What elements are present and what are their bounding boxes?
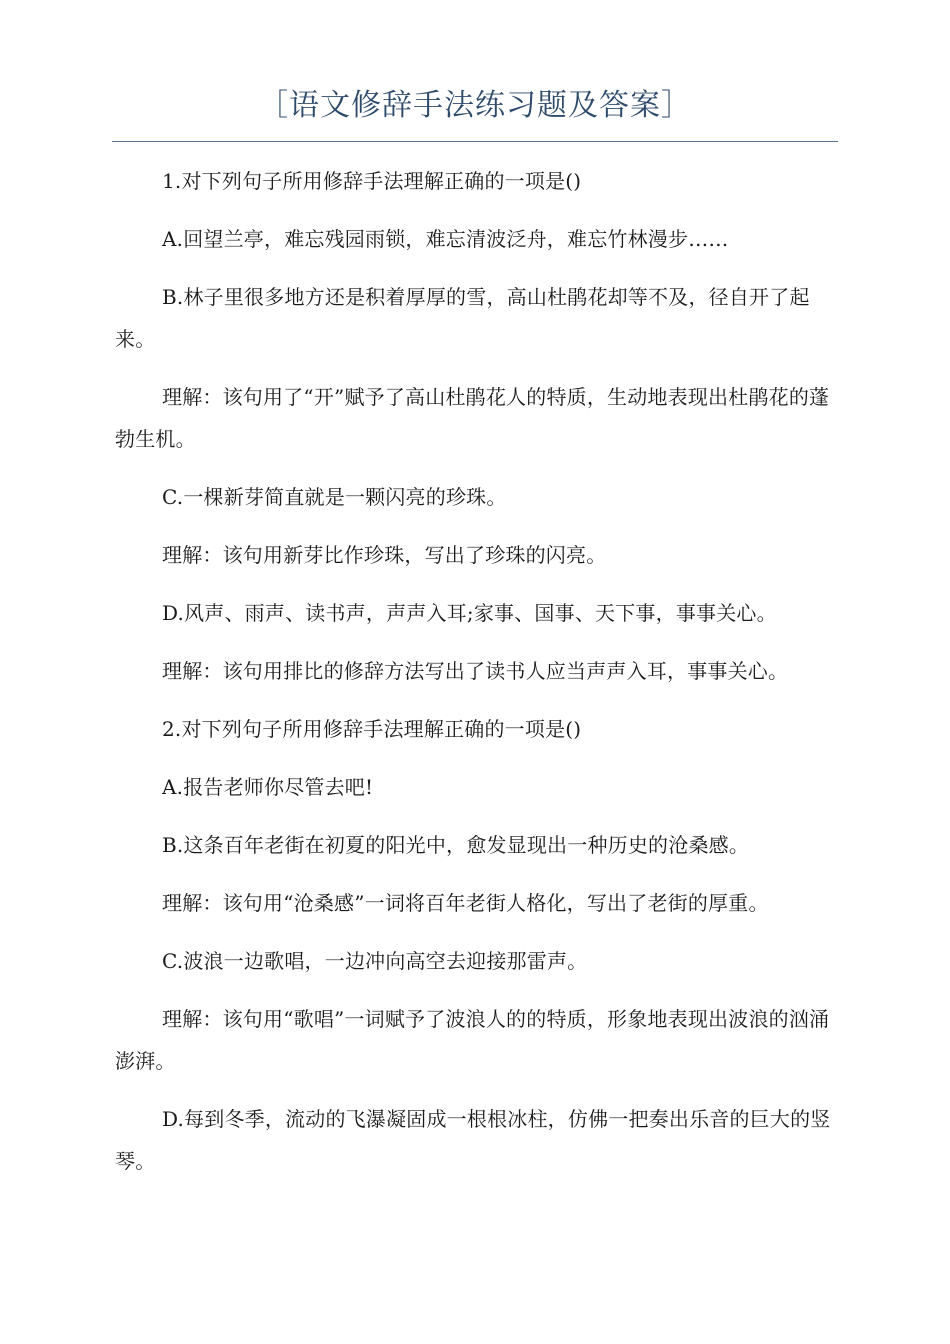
title-divider: [112, 141, 838, 142]
document-body: [115, 160, 837, 1198]
question-2-option-d: D.每到冬季，流动的飞瀑凝固成一根根冰柱，仿佛一把奏出乐音的巨大的竖琴。: [115, 1107, 831, 1173]
question-1-option-c: C.一棵新芽简直就是一颗闪亮的珍珠。: [162, 485, 507, 509]
document-title: ［语文修辞手法练习题及答案］: [258, 88, 692, 123]
question-2-option-a: A.报告老师你尽管去吧!: [162, 775, 374, 799]
question-2-stem: 2.对下列句子所用修辞手法理解正确的一项是(): [162, 717, 582, 741]
question-1-option-d-explanation: 理解：该句用排比的修辞方法写出了读书人应当声声入耳，事事关心。: [162, 659, 789, 683]
question-1-option-a: A.回望兰亭，难忘残园雨锁，难忘清波泛舟，难忘竹林漫步……: [162, 227, 729, 251]
question-1-option-c-explanation: 理解：该句用新芽比作珍珠，写出了珍珠的闪亮。: [162, 543, 607, 567]
question-1-stem: 1.对下列句子所用修辞手法理解正确的一项是(): [162, 169, 582, 193]
question-1-option-d: D.风声、雨声、读书声，声声入耳;家事、国事、天下事，事事关心。: [162, 601, 777, 625]
question-1-option-b: B.林子里很多地方还是积着厚厚的雪，高山杜鹃花却等不及，径自开了起来。: [115, 285, 810, 351]
question-2-option-b: B.这条百年老街在初夏的阳光中，愈发显现出一种历史的沧桑感。: [162, 833, 750, 857]
question-2-option-c-explanation: 理解：该句用“歌唱”一词赋予了波浪人的的特质，形象地表现出波浪的汹涌澎湃。: [115, 1007, 830, 1073]
question-2-option-c: C.波浪一边歌唱，一边冲向高空去迎接那雷声。: [162, 949, 588, 973]
question-1-option-b-explanation: 理解：该句用了“开”赋予了高山杜鹃花人的特质，生动地表现出杜鹃花的蓬勃生机。: [115, 385, 830, 451]
question-2-option-b-explanation: 理解：该句用“沧桑感”一词将百年老街人格化，写出了老街的厚重。: [162, 891, 769, 915]
